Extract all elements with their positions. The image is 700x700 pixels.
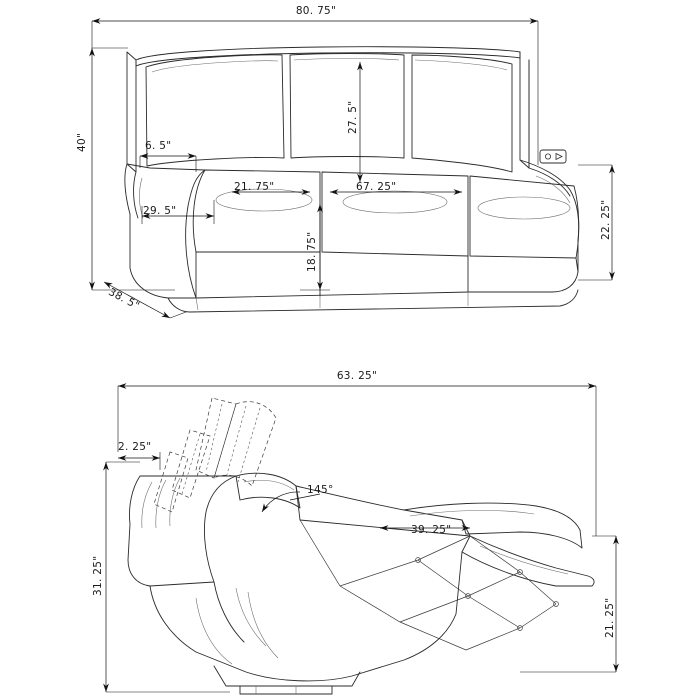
dim-label-sofa-overall-depth: 38. 5" xyxy=(106,286,142,313)
recliner-side-view-group xyxy=(106,386,616,694)
dim-recliner-wall-clearance xyxy=(118,452,160,470)
dim-recliner-reclined-height xyxy=(520,536,616,672)
dim-label-sofa-overall-width: 80. 75" xyxy=(295,5,337,17)
dim-label-sofa-seat-height: 18. 75" xyxy=(306,231,318,272)
dim-label-recliner-seat-to-footrest: 39. 25" xyxy=(411,524,452,536)
dim-label-sofa-center-cushion-width: 67. 25" xyxy=(356,181,397,193)
dim-label-sofa-seat-depth: 29. 5" xyxy=(143,205,177,217)
dim-label-recliner-overall-height: 31. 25" xyxy=(92,555,104,596)
dim-sofa-overall-height xyxy=(92,48,175,290)
dim-label-sofa-back-height: 22. 25" xyxy=(600,199,612,240)
dim-label-sofa-overall-height: 40" xyxy=(76,132,88,152)
dim-label-recliner-recline-angle: 145° xyxy=(307,484,334,496)
dim-label-sofa-arm-width: 6. 5" xyxy=(145,140,172,152)
dim-label-recliner-extended-length: 63. 25" xyxy=(336,370,378,382)
dim-label-recliner-reclined-height: 21. 25" xyxy=(604,597,616,638)
dim-recliner-extended-length xyxy=(118,386,596,536)
dim-label-recliner-wall-clearance: 2. 25" xyxy=(118,441,152,453)
dim-label-sofa-side-cushion-width: 21. 75" xyxy=(234,181,275,193)
dim-label-sofa-back-cushion-height: 27. 5" xyxy=(347,100,359,134)
power-button-panel xyxy=(540,150,566,163)
sofa-front-view-group xyxy=(92,21,612,318)
